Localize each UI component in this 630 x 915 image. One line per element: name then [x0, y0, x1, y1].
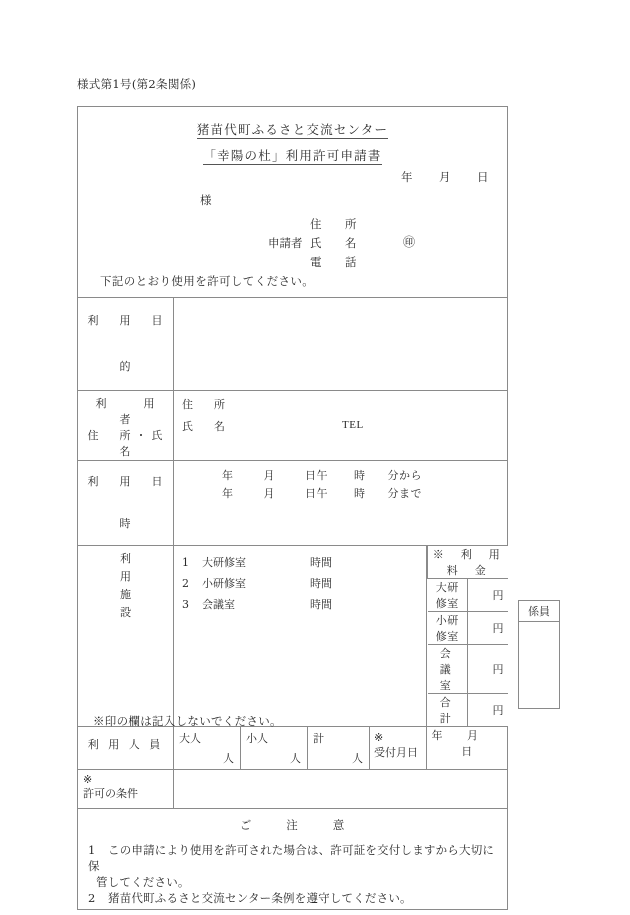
facility-label-c4: 設 — [120, 606, 131, 619]
submission-date-line — [401, 169, 489, 185]
fee-row — [428, 694, 508, 727]
notes-title-char-2: 注 — [286, 818, 299, 832]
submission-day-label: 日 — [477, 170, 489, 184]
notes-title-char-3: 意 — [332, 818, 346, 832]
staff-box — [518, 600, 560, 709]
from-month-label: 月 — [263, 469, 275, 482]
seal-icon: ㊞ — [403, 235, 416, 249]
fee-table-header: ※ 利 用 料 金 — [428, 546, 508, 579]
child-count-field[interactable] — [241, 727, 308, 770]
facility-unit: 時間 — [310, 598, 332, 611]
purpose-value-field[interactable] — [174, 298, 508, 391]
notes-cell — [78, 809, 508, 910]
user-tel-label: TEL — [342, 419, 364, 431]
notes-row — [78, 809, 508, 910]
applicant-block — [268, 215, 363, 272]
child-label: 小人 — [246, 732, 268, 745]
facility-label — [78, 546, 174, 727]
notes-title — [88, 817, 497, 833]
note-item — [88, 842, 497, 874]
staff-box-body-row — [519, 622, 560, 709]
applicant-phone-label: 電 話 — [310, 255, 363, 269]
fee-row-name: 大研修室 — [428, 579, 468, 612]
people-count-row — [78, 727, 508, 770]
facility-unit: 時間 — [310, 577, 332, 590]
fee-table — [427, 546, 517, 726]
usage-datetime-fields[interactable] — [174, 461, 508, 546]
adult-unit: 人 — [223, 752, 234, 765]
facility-no: 1 — [182, 556, 189, 569]
staff-box-field[interactable] — [519, 622, 560, 709]
note-item — [88, 890, 497, 906]
note-index: 2 — [88, 891, 96, 905]
facility-list[interactable] — [174, 546, 427, 727]
permit-condition-label — [78, 770, 174, 809]
receipt-month-label: 月 — [467, 729, 479, 742]
to-hour-label: 時 — [354, 487, 366, 500]
from-minute-label: 分から — [387, 469, 422, 482]
form-title-text-2: 「幸陽の杜」利用許可申請書 — [203, 148, 382, 163]
user-info-fields[interactable] — [174, 391, 508, 461]
note-continuation: 管してください。 — [96, 875, 190, 889]
form-number: 様式第1号(第2条関係) — [77, 77, 197, 91]
fee-row — [428, 645, 508, 694]
facility-label-c1: 利 — [120, 552, 131, 565]
note-text: この申請により使用を許可された場合は、許可証を交付しますから大切に保 — [88, 843, 495, 873]
form-header-cell — [78, 107, 508, 298]
user-info-label — [78, 391, 192, 461]
from-hour-label: 時 — [354, 469, 366, 482]
receipt-date-mark: ※ — [374, 731, 384, 744]
fee-row-amount[interactable]: 円 — [468, 612, 508, 645]
form-title-line-2 — [78, 146, 507, 164]
notes-title-char-1: ご — [239, 818, 253, 832]
to-minute-label: 分まで — [387, 487, 422, 500]
from-year-label: 年 — [222, 469, 234, 482]
applicant-phone-row — [268, 253, 363, 272]
receipt-date-field[interactable] — [427, 727, 508, 770]
usage-datetime-from-line — [222, 467, 507, 485]
staff-box-header-row — [519, 601, 560, 622]
facility-unit: 時間 — [310, 556, 332, 569]
receipt-year-label: 年 — [431, 729, 443, 742]
instruction-text: 下記のとおり使用を許可してください。 — [100, 274, 315, 288]
user-info-label-line-1: 利 用 者 — [95, 397, 192, 426]
facility-no: 2 — [182, 577, 189, 590]
permit-condition-row — [78, 770, 508, 809]
people-count-label: 利 用 人 員 — [78, 727, 174, 770]
adult-count-field[interactable] — [174, 727, 241, 770]
receipt-day-label: 日 — [461, 745, 473, 758]
receipt-date-label — [370, 727, 427, 770]
adult-label: 大人 — [179, 732, 201, 745]
fee-row — [428, 612, 508, 645]
fee-row-amount[interactable]: 円 — [468, 579, 508, 612]
application-form-table — [77, 106, 517, 910]
facility-name: 会議室 — [202, 598, 235, 611]
permit-condition-field[interactable] — [174, 770, 508, 809]
permit-condition-mark: ※ — [83, 773, 93, 786]
note-text: 猪苗代町ふるさと交流センター条例を遵守してください。 — [108, 891, 412, 905]
child-unit: 人 — [290, 752, 301, 765]
facility-label-c3: 施 — [120, 588, 131, 601]
fee-row-amount[interactable]: 円 — [468, 694, 508, 727]
permit-condition-text: 許可の条件 — [83, 787, 138, 800]
facility-name: 大研修室 — [202, 556, 246, 569]
facility-no: 3 — [182, 598, 189, 611]
to-year-label: 年 — [222, 487, 234, 500]
facility-item[interactable] — [182, 573, 426, 594]
usage-datetime-label: 利 用 日 時 — [78, 461, 174, 546]
note-index: 1 — [88, 843, 96, 857]
submission-month-label: 月 — [439, 170, 451, 184]
fee-table-cell — [427, 546, 517, 727]
form-title-line-1 — [78, 120, 507, 138]
user-info-row — [78, 391, 508, 461]
applicant-address-label: 住 所 — [310, 217, 363, 231]
fee-row-amount[interactable]: 円 — [468, 645, 508, 694]
fee-row — [428, 579, 508, 612]
usage-datetime-row — [78, 461, 508, 546]
applicant-name-row — [268, 234, 363, 253]
applicant-address-row — [268, 215, 363, 234]
applicant-prefix-label: 申請者 — [268, 236, 303, 250]
to-day-label: 日午 — [305, 487, 328, 500]
facility-item[interactable] — [182, 552, 426, 573]
footnote-text: ※印の欄は記入しないでください。 — [93, 714, 282, 728]
submission-year-label: 年 — [401, 170, 413, 184]
purpose-row — [78, 298, 508, 391]
facility-name: 小研修室 — [202, 577, 246, 590]
from-day-label: 日午 — [305, 469, 328, 482]
fee-header-row — [428, 546, 508, 579]
total-unit: 人 — [352, 752, 363, 765]
facility-item[interactable] — [182, 594, 426, 615]
total-count-field[interactable] — [308, 727, 370, 770]
form-header-row — [78, 107, 508, 298]
facility-row — [78, 546, 508, 727]
purpose-label: 利 用 目 的 — [78, 298, 174, 391]
usage-datetime-to-line — [222, 485, 507, 503]
user-address-label: 住 所 — [182, 398, 230, 411]
user-info-label-line-2: 住 所・氏 名 — [87, 429, 184, 458]
fee-row-name: 会 議 室 — [428, 645, 468, 694]
addressee-honorific: 様 — [200, 193, 212, 207]
fee-row-name: 合 計 — [428, 694, 468, 727]
facility-label-c2: 用 — [120, 570, 131, 583]
receipt-date-text: 受付月日 — [374, 746, 418, 759]
to-month-label: 月 — [263, 487, 275, 500]
total-label: 計 — [313, 732, 324, 745]
applicant-name-label: 氏 名 — [310, 236, 363, 250]
user-name-label: 氏 名 — [182, 420, 230, 433]
staff-box-header: 係員 — [519, 601, 560, 622]
form-title-text-1: 猪苗代町ふるさと交流センター — [196, 122, 389, 137]
fee-row-name: 小研修室 — [428, 612, 468, 645]
